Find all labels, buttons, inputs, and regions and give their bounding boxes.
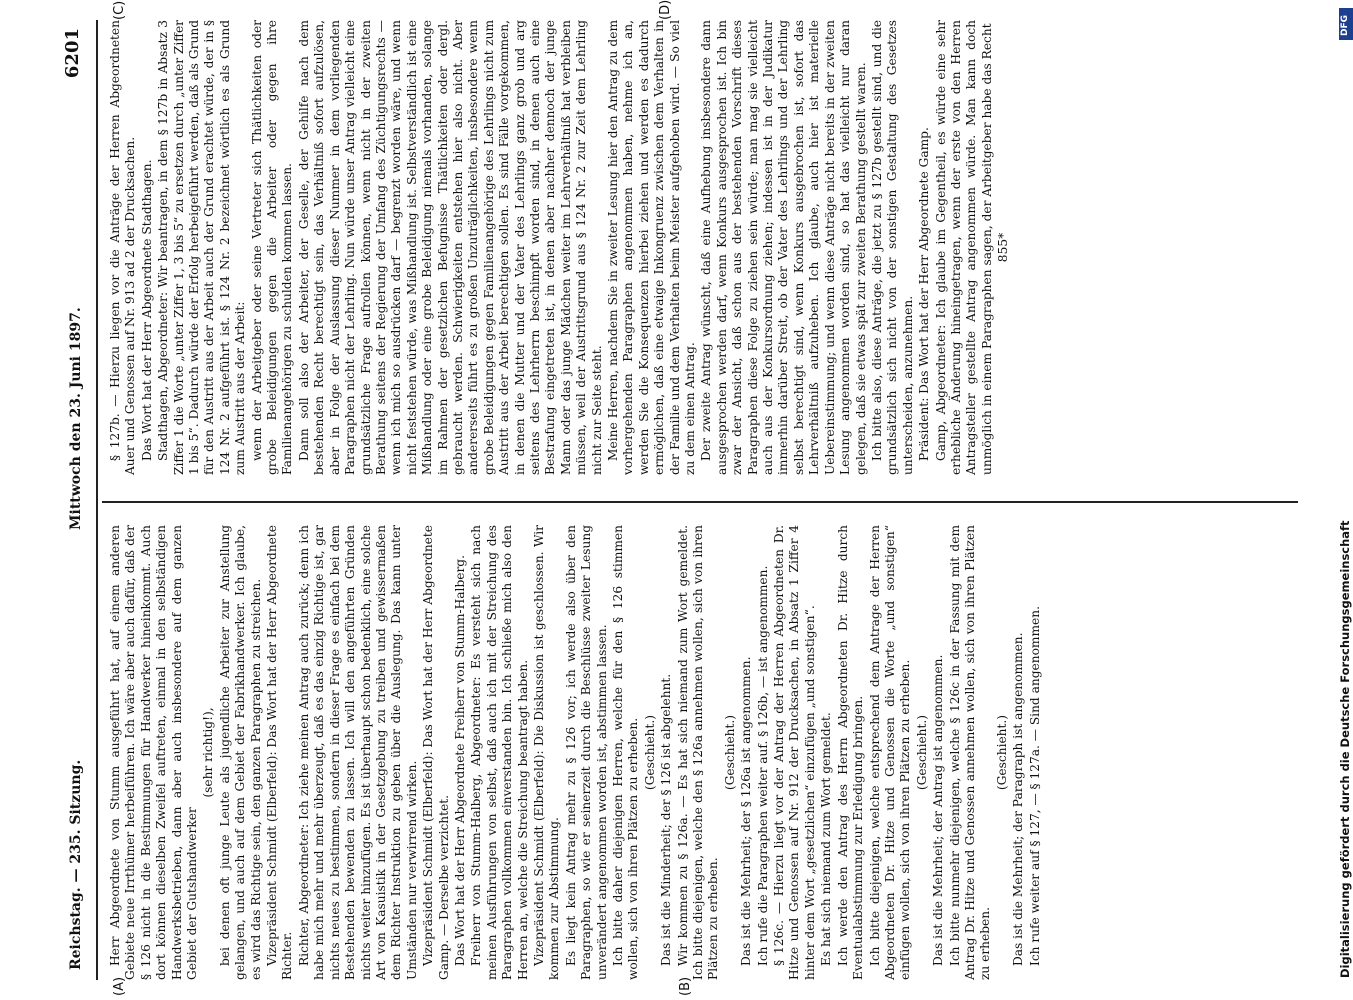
page-number: 6201 bbox=[62, 28, 83, 79]
left-column-paragraph: Vizepräsident Schmidt (Elberfeld): Die Diskussion ist geschlossen. Wir kommen zur Abstimmung. bbox=[531, 525, 562, 980]
digitization-credit bbox=[1336, 18, 1353, 998]
header-rule bbox=[96, 20, 98, 980]
left-column-paragraph: Ich rufe weiter auf § 127, — § 127a. — Sind angenommen. bbox=[1027, 606, 1042, 966]
left-column-paragraph: Das ist die Minderheit; der § 126 ist abgelehnt. bbox=[659, 673, 674, 966]
left-column-paragraph: Freiherr von Stumm-Halberg, Abgeordneter: Es versteht sich nach meinen Ausführungen von selbst, daß auch ich mit der Streichung des Paragraphen vollkommen einverstanden bin. Ich schließe mich also den Herren an, welche die Streichung beantragt haben. bbox=[469, 525, 530, 980]
left-column-paragraph: Vizepräsident Schmidt (Elberfeld): Das Wort hat der Herr Abgeordnete Gamp. — Derselbe verzichtet. bbox=[421, 525, 451, 980]
dfg-logo-text: DFG bbox=[1340, 14, 1350, 36]
left-column-paragraph: Wir kommen zu § 126a. — Es hat sich niemand zum Wort gemeldet. Ich bitte diejenigen, welche den § 126a annehmen wollen, sich von ihren Plätzen zu erheben. bbox=[675, 525, 721, 980]
left-column-paragraph: (Geschieht.) bbox=[914, 714, 929, 791]
right-column-paragraph: Gamp, Abgeordneter: Ich glaube im Gegentheil, es würde eine sehr erhebliche Änderung hineingetragen, wenn der erste von den Herren Antragsteller gestellte Antrag angenommen würde. Man kann doch unmöglich in einem Paragraphen sagen, der Arbeitgeber habe das Recht bbox=[933, 20, 994, 475]
left-column-paragraph: Ich rufe die Paragraphen weiter auf. § 126b, — ist angenommen. bbox=[755, 565, 770, 966]
right-column bbox=[108, 20, 1298, 475]
left-column-paragraph: (sehr richtig!), bbox=[201, 707, 216, 798]
left-column-paragraph: Ich bitte diejenigen, welche entsprechend dem Antrage der Herren Abgeordneten Dr. Hitze und Genossen die Worte „und sonstigen“ einfügen wollen, sich von ihren Plätzen zu erheben. bbox=[867, 525, 913, 980]
margin-mark-b: (B) bbox=[678, 976, 693, 996]
right-column-paragraph: Meine Herren, nachdem Sie in zweiter Lesung hier den Antrag zu dem vorhergehenden Paragraphen angenommen haben, nehme ich an, werden Sie die Konsequenzen hierbei ziehen und werden es dadurch ermöglichen, daß eine etwaige Inkongruenz zwischen dem Verhalten in der Familie und dem Verhalten beim Meister aufgehoben wird. — So viel zu dem einen Antrag. bbox=[606, 20, 698, 475]
left-column-paragraph: Ich werde den Antrag des Herrn Abgeordneten Dr. Hitze durch Eventualabstimmung zur Erledigung bringen. bbox=[835, 525, 866, 980]
left-column bbox=[108, 525, 1298, 980]
header-session: Reichstag. — 235. Sitzung. bbox=[68, 759, 84, 970]
left-column-paragraph: Herr Abgeordnete von Stumm ausgeführt hat, auf einem anderen Gebiete neue Irrthümer herbeiführen. Ich wäre aber auch dafür, daß der § 126 nicht in die Bestimmungen für Handwerker hineinkommt. Auch dort können dieselben Zweifel auftreten, einmal in den selbständigen Handwerksbetrieben, dann aber auch insbesondere auf dem ganzen Gebiet der Gutshandwerker bbox=[108, 525, 200, 980]
right-column-paragraph: Präsident: Das Wort hat der Herr Abgeordnete Gamp. bbox=[917, 127, 932, 461]
right-column-paragraph: Stadthagen, Abgeordneter: Wir beantragen, in dem § 127b in Absatz 3 Ziffer 1 die Worte „unter Ziffer 1, 3 bis 5“ zu ersetzen durch „unter Ziffer 1 bis 5“. Dadurch würde der Erfolg herbeigeführt werden, daß als Grund für den Austritt aus der Arbeit auch der Grund erachtet würde, der in § 124 Nr. 2 aufgeführt ist. § 124 Nr. 2 bezeichnet wörtlich es als Grund zum Austritt aus der Arbeit: bbox=[156, 20, 248, 475]
left-column-paragraph: bei denen oft junge Leute als jugendliche Arbeiter zur Anstellung gelangen, und auch auf dem Gebiet der Fabrikhandwerker. Ich glaube, es wird das Richtige sein, den ganzen Paragraphen zu streichen. bbox=[217, 525, 263, 980]
right-column-paragraph: Das Wort hat der Herr Abgeordnete Stadthagen. bbox=[139, 159, 154, 461]
margin-mark-d: (D) bbox=[658, 0, 673, 20]
right-column-paragraph: Ich bitte also, diese Anträge, die jetzt zu § 127b gestellt sind, und die grundsätzlich sich nicht von der sonstigen Gestaltung des Gesetzes unterscheiden, anzunehmen. bbox=[869, 20, 915, 475]
left-column-paragraph: Ich bitte nunmehr diejenigen, welche § 126c in der Fassung mit dem Antrag Dr. Hitze und Genossen annehmen wollen, sich von ihren Plätzen zu erheben. bbox=[947, 525, 993, 980]
left-column-paragraph: Es hat sich niemand zum Wort gemeldet. bbox=[819, 712, 834, 966]
left-column-paragraph: Das Wort hat der Herr Abgeordnete Freiherr von Stumm-Halberg. bbox=[452, 555, 467, 966]
page-header bbox=[62, 0, 90, 1000]
right-column-paragraph: § 127b. — Hierzu liegen vor die Anträge der Herren Abgeordneten Auer und Genossen auf Nr. 913 ad 2 der Drucksachen. bbox=[108, 20, 138, 475]
right-column-paragraph: Der zweite Antrag wünscht, daß eine Aufhebung insbesondere dann ausgesprochen werden darf, wenn Konkurs ausgesprochen ist. Ich bin zwar der Ansicht, daß schon aus der bestehenden Vorschrift dieses Paragraphen diese Folge zu ziehen sein würde; man mag sie vielleicht auch aus der Konkursordnung ziehen; indessen ist in der Judikatur immerhin darüber Streit, ob der Vater des Lehrlings und der Lehrling selbst berechtigt sind, wenn Konkurs ausgebrochen ist, sofort das Lehrverhältniß aufzuheben. Ich glaube, auch hier ist materielle Uebereinstimmung; und wenn diese Anträge nicht bereits in der zweiten Lesung angenommen worden sind, so hat das vielleicht nur daran gelegen, daß sie etwas spät zur zweiten Berathung gestellt waren. bbox=[699, 20, 868, 475]
left-column-paragraph: Richter, Abgeordneter: Ich ziehe meinen Antrag auch zurück; denn ich habe mich mehr und mehr überzeugt, daß es das einzig Richtige ist, gar nichts neues zu bestimmen, sondern in dieser Frage es einfach bei dem Bestehenden bewenden zu lassen. Ich will den angeführten Gründen nichts weiter hinzufügen. Es ist überhaupt schon bedenklich, eine solche Art von Kasuistik in der Gesetzgebung zu treiben und gewissermaßen dem Richter Instruktion zu geben über die Auslegung. Das kann unter Umständen nur verwirrend wirken. bbox=[296, 525, 419, 980]
left-column-paragraph: (Geschieht.) bbox=[642, 714, 657, 791]
header-date: Mittwoch den 23. Juni 1897. bbox=[68, 307, 84, 530]
left-column-paragraph: Das ist die Mehrheit; der Antrag ist angenommen. bbox=[931, 654, 946, 966]
left-column-paragraph: Vizepräsident Schmidt (Elberfeld): Das Wort hat der Herr Abgeordnete Richter. bbox=[265, 525, 295, 980]
right-column-paragraph: Dann soll also der Arbeiter, der Geselle, der Gehilfe nach dem bestehenden Recht berechtigt sein, das Verhältniß sofort aufzulösen, aber in Folge der Auslassung dieser Nummer in dem vorliegenden Paragraphen nicht der Lehrling. Nun würde unser Antrag vielleicht eine grundsätzliche Frage aufrollen können, wenn nicht in der zweiten Berathung seitens der Regierung der Umfang des Züchtigungsrechts — wenn ich mich so ausdrücken darf — begrenzt worden wäre, und wenn nicht feststehen würde, was Mißhandlung ist. Selbstverständlich ist eine Mißhandlung oder eine grobe Beleidigung niemals vorhanden, solange im Rahmen der gesetzlichen Befugnisse Thätlichkeiten oder dergl. gebraucht werden. Schwierigkeiten entstehen hier also nicht. Aber andererseits führt es zu großen Unzuträglichkeiten, insbesondere wenn grobe Beleidigungen gegen Familienangehörige des Lehrlings nicht zum Austritt aus der Arbeit berechtigen sollen. Es sind Fälle vorgekommen, in denen die Mutter und der Vater des Lehrlings ganz grob und arg seitens des Lehrherrn beschimpft worden sind, in denen auch eine Bestrafung eingetreten ist, in denen aber nachher dennoch der junge Mann oder das junge Mädchen weiter im Lehrverhältniß hat verbleiben müssen, weil der Austrittsgrund aus § 124 Nr. 2 zur Zeit dem Lehrling nicht zur Seite steht. bbox=[296, 20, 604, 475]
left-column-paragraph: (Geschieht.) bbox=[994, 714, 1009, 791]
left-column-paragraph: Das ist die Mehrheit; der § 126a ist angenommen. bbox=[739, 656, 754, 966]
left-column-paragraph: § 126c. — Hierzu liegt vor der Antrag der Herren Abgeordneten Dr. Hitze und Genossen auf Nr. 912 der Drucksachen, in Absatz 1 Ziffer 4 hinter dem Wort „gesetzlichen“ einzufügen „und sonstigen“. bbox=[772, 525, 817, 980]
left-column-paragraph: Das ist die Mehrheit; der Paragraph ist angenommen. bbox=[1011, 632, 1026, 966]
right-column-paragraph: 855* bbox=[996, 232, 1011, 263]
newspaper-page bbox=[38, 0, 1318, 1000]
margin-mark-a: (A) bbox=[112, 976, 127, 996]
left-column-paragraph: (Geschieht.) bbox=[722, 714, 737, 791]
digitization-credit-text: Digitalisierung gefördert durch die Deutsche Forschungsgemeinschaft bbox=[1338, 520, 1352, 978]
left-column-paragraph: Es liegt kein Antrag mehr zu § 126 vor; ich werde also über den Paragraphen, so wie er seinerzeit durch die Beschlüsse zweiter Lesung unverändert angenommen worden ist, abstimmen lassen. bbox=[563, 525, 609, 980]
margin-mark-c: (C) bbox=[112, 0, 127, 20]
left-column-paragraph: Ich bitte daher diejenigen Herren, welche für den § 126 stimmen wollen, sich von ihren Plätzen zu erheben. bbox=[611, 525, 641, 980]
right-column-paragraph: wenn der Arbeitgeber oder seine Vertreter sich Thätlichkeiten oder grobe Beleidigungen gegen die Arbeiter oder gegen ihre Familienangehörigen zu schulden kommen lassen. bbox=[249, 20, 295, 475]
column-divider bbox=[102, 501, 1298, 503]
